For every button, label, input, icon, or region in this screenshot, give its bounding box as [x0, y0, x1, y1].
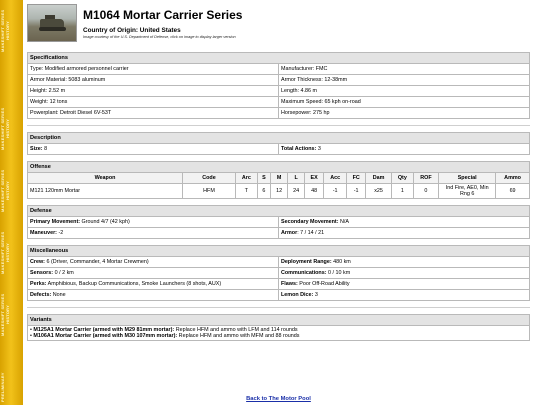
table-row	[28, 144, 530, 155]
perks-label: Perks:	[30, 281, 47, 287]
quantity-cell: 1	[392, 184, 414, 199]
spec-cell: Manufacturer: FMC	[279, 64, 530, 75]
flaws-cell	[279, 279, 530, 290]
table-row	[28, 228, 530, 239]
armor-value: : 7 / 14 / 21	[297, 230, 325, 236]
defects-value: None	[51, 292, 66, 298]
secondary-movement-cell	[279, 217, 530, 228]
defense-table	[27, 205, 530, 239]
sidebar-label[interactable]: MAKESHIFT SERIES HISTORY	[0, 231, 10, 275]
section-heading: Variants	[28, 315, 530, 326]
lemon-dice-value: 3	[313, 292, 318, 298]
sidebar-label[interactable]: MAKESHIFT SERIES HISTORY	[0, 293, 10, 337]
back-to-motor-pool-link[interactable]: Back to The Motor Pool	[246, 396, 311, 402]
communications-label: Communications:	[281, 270, 327, 276]
variants-table	[27, 314, 530, 341]
table-header-row	[28, 173, 530, 184]
miscellaneous-table	[27, 245, 530, 301]
spec-cell: Height: 2.52 m	[28, 86, 279, 97]
medium-range-cell: 12	[271, 184, 288, 199]
long-range-cell: 24	[288, 184, 305, 199]
weapon-cell: M121 120mm Mortar	[28, 184, 183, 199]
accuracy-cell: -1	[324, 184, 347, 199]
actions-cell	[279, 144, 530, 155]
communications-cell	[279, 268, 530, 279]
short-range-cell: 6	[257, 184, 270, 199]
armor-label: Armor	[281, 230, 298, 236]
column-header: L	[288, 173, 305, 184]
defects-label: Defects:	[30, 292, 52, 298]
defects-cell	[28, 290, 279, 301]
arc-cell: T	[236, 184, 258, 199]
column-header: Acc	[324, 173, 347, 184]
section-heading: Miscellaneous	[28, 246, 530, 257]
column-header: Weapon	[28, 173, 183, 184]
column-header: Dam	[366, 173, 392, 184]
column-header: Qty	[392, 173, 414, 184]
column-header: Special	[439, 173, 496, 184]
column-header: S	[257, 173, 270, 184]
image-courtesy: Image courtesy of the U.S. Department of Defense, click on image to display larger version	[83, 35, 236, 39]
table-row	[28, 108, 530, 119]
size-cell	[28, 144, 279, 155]
section-heading: Defense	[28, 206, 530, 217]
specifications-table	[27, 52, 530, 119]
sensors-label: Sensors:	[30, 270, 54, 276]
sidebar-label[interactable]: MAKESHIFT SERIES HISTORY	[0, 169, 10, 213]
section-heading: Description	[28, 133, 530, 144]
communications-value: 0 / 10 km	[326, 270, 351, 276]
table-row	[28, 279, 530, 290]
list-item: • M106A1 Mortar Carrier (armed with M30 107mm mortar): Replace HFM and ammo with MFM and 88 rounds	[30, 333, 300, 339]
table-row	[28, 184, 530, 199]
sensors-cell	[28, 268, 279, 279]
flaws-label: Flaws:	[281, 281, 298, 287]
sensors-value: 0 / 2 km	[53, 270, 74, 276]
crew-label: Crew:	[30, 259, 45, 265]
vehicle-thumbnail[interactable]	[27, 4, 77, 42]
sidebar-label[interactable]: MAKESHIFT SERIES HISTORY	[0, 9, 10, 53]
list-item: • M125A1 Mortar Carrier (armed with M29 81mm mortar): Replace HFM and ammo with LFM and 114 rounds	[30, 327, 298, 333]
armor-cell	[279, 228, 530, 239]
code-cell: HFM	[183, 184, 236, 199]
table-row	[28, 326, 530, 341]
deployment-value: 480 km	[331, 259, 351, 265]
column-header: FC	[347, 173, 366, 184]
deployment-label: Deployment Range:	[281, 259, 332, 265]
size-label: Size:	[30, 146, 43, 152]
deployment-cell	[279, 257, 530, 268]
page-title: M1064 Mortar Carrier Series	[83, 8, 243, 22]
variant-description: Replace HFM and ammo with MFM and 88 rounds	[177, 333, 300, 339]
table-row	[28, 64, 530, 75]
perks-value: Amphibious, Backup Communications, Smoke Launchers (8 shots, AUX)	[46, 281, 222, 287]
rof-cell: 0	[413, 184, 438, 199]
damage-cell: x25	[366, 184, 392, 199]
column-header: ROF	[413, 173, 438, 184]
perks-cell	[28, 279, 279, 290]
actions-value: 3	[316, 146, 321, 152]
variant-name: M125A1 Mortar Carrier (armed with M29 81mm mortar):	[33, 327, 175, 333]
crew-value: 6 (Driver, Commander, 4 Mortar Crewmen)	[44, 259, 149, 265]
sidebar-label[interactable]: PRELIMINARY	[0, 372, 5, 402]
lemon-dice-cell	[279, 290, 530, 301]
spec-cell: Armor Thickness: 12-38mm	[279, 75, 530, 86]
variants-list	[30, 327, 527, 339]
ammo-cell: 69	[496, 184, 530, 199]
column-header: Arc	[236, 173, 258, 184]
maneuver-label: Maneuver:	[30, 230, 57, 236]
table-row	[28, 217, 530, 228]
column-header: Code	[183, 173, 236, 184]
secondary-movement-value: N/A	[338, 219, 349, 225]
spec-cell: Maximum Speed: 65 kph on-road	[279, 97, 530, 108]
table-row	[28, 290, 530, 301]
spec-cell: Powerplant: Detroit Diesel 6V-53T	[28, 108, 279, 119]
page-footer	[27, 396, 530, 402]
description-table	[27, 132, 530, 155]
actions-label: Total Actions:	[281, 146, 317, 152]
country-of-origin: Country of Origin: United States	[83, 27, 181, 34]
page-header	[27, 4, 534, 52]
divider	[27, 307, 530, 308]
maneuver-value: -2	[56, 230, 64, 236]
size-value: 8	[42, 146, 48, 152]
column-header: M	[271, 173, 288, 184]
table-row	[28, 86, 530, 97]
variants-cell	[28, 326, 530, 341]
table-row	[28, 257, 530, 268]
table-row	[28, 75, 530, 86]
table-row	[28, 97, 530, 108]
section-heading: Offense	[28, 162, 530, 173]
spec-cell: Type: Modified armored personnel carrier	[28, 64, 279, 75]
special-cell: Ind Fire, AE0, Min Rng 6	[439, 184, 496, 199]
maneuver-cell	[28, 228, 279, 239]
spec-cell: Armor Material: 5083 aluminum	[28, 75, 279, 86]
variant-name: M106A1 Mortar Carrier (armed with M30 107mm mortar):	[33, 333, 178, 339]
spec-cell: Horsepower: 275 hp	[279, 108, 530, 119]
offense-table	[27, 161, 530, 199]
sidebar-label[interactable]: MAKESHIFT SERIES HISTORY	[0, 107, 10, 151]
main-content	[27, 4, 534, 347]
column-header: EX	[305, 173, 324, 184]
spec-cell: Length: 4.86 m	[279, 86, 530, 97]
fire-control-cell: -1	[347, 184, 366, 199]
divider	[27, 125, 530, 126]
extreme-range-cell: 48	[305, 184, 324, 199]
primary-movement-cell	[28, 217, 279, 228]
secondary-movement-label: Secondary Movement:	[281, 219, 339, 225]
primary-movement-label: Primary Movement:	[30, 219, 81, 225]
flaws-value: Poor Off-Road Ability	[297, 281, 350, 287]
lemon-dice-label: Lemon Dice:	[281, 292, 314, 298]
primary-movement-value: Ground 4/7 (42 kph)	[80, 219, 130, 225]
variant-description: Replace HFM and ammo with LFM and 114 rounds	[174, 327, 298, 333]
sidebar-strip	[0, 0, 23, 405]
section-heading: Specifications	[28, 53, 530, 64]
table-row	[28, 268, 530, 279]
crew-cell	[28, 257, 279, 268]
spec-cell: Weight: 12 tons	[28, 97, 279, 108]
column-header: Ammo	[496, 173, 530, 184]
